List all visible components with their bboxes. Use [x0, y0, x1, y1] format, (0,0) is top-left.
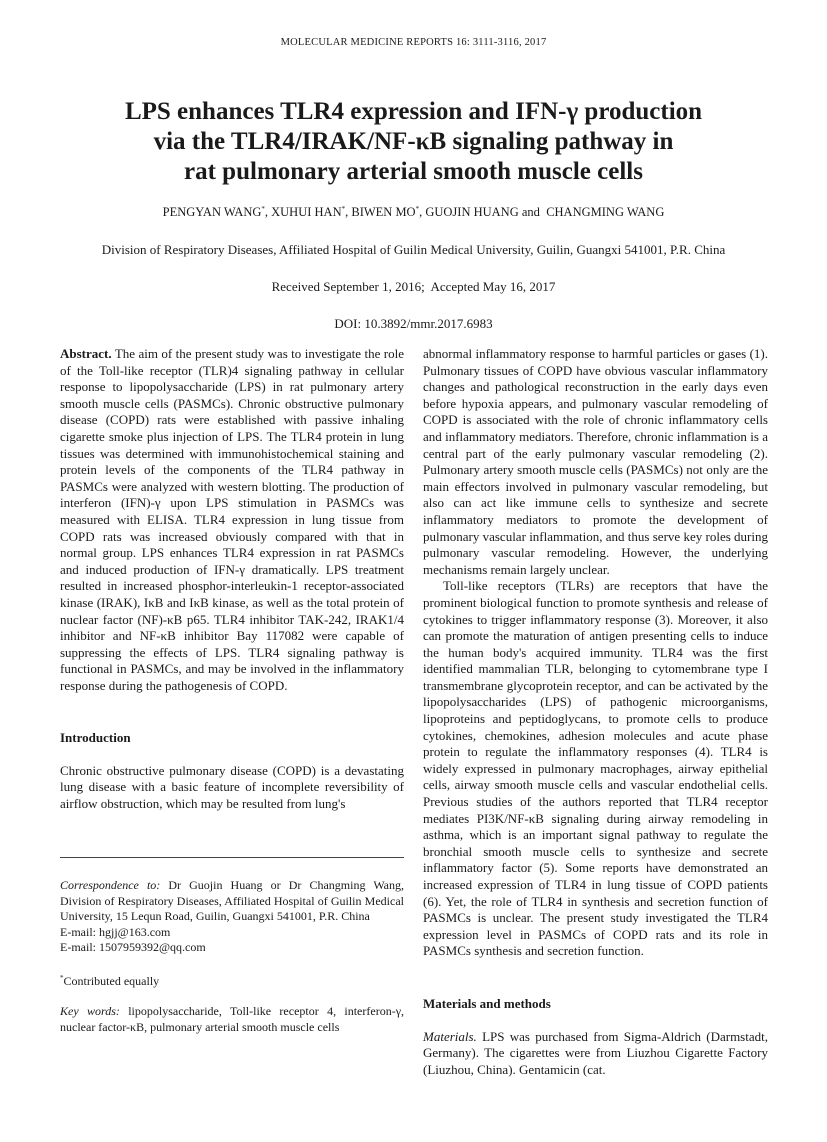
- author-name: PENGYAN WANG: [162, 205, 262, 220]
- author-name: XUHUI HAN: [271, 205, 342, 220]
- author-separator: ,: [264, 205, 272, 220]
- keywords-text: lipopolysaccharide, Toll-like receptor 4, interferon-γ, nuclear factor-κB, pulmonary arterial smooth muscle cells: [60, 1004, 404, 1034]
- title-line: via the TLR4/IRAK/NF-κB signaling pathway in: [153, 128, 674, 155]
- methods-section: [423, 996, 768, 1078]
- email[interactable]: E-mail: 1507959392@qq.com: [60, 940, 206, 954]
- author-list: [0, 205, 827, 220]
- email[interactable]: E-mail: hgjj@163.com: [60, 924, 171, 939]
- introduction-paragraph: Chronic obstructive pulmonary disease (COPD) is a devastating lung disease with a basic feature of incomplete reversibility of airflow obstruction, which may be resulted from lung's: [60, 762, 404, 811]
- keywords-label: Key words:: [60, 1004, 120, 1018]
- introduction-paragraph: abnormal inflammatory response to harmful particles or gases (1). Pulmonary tissues of COPD have obvious vascular inflammatory changes and pathological reconstruction in the early days even before hypoxia appears, and pulmonary vascular remodeling of COPD is associated with the role of chronic inflammatory cells and inflammatory mediators. Therefore, chronic inflammation is a central part of the early pulmonary vascular remodeling (2). Pulmonary artery smooth muscle cells (PASMCs) not only are the main effectors involved in pulmonary vascular remodeling, but also can act like immune cells to synthesize and secrete inflammatory mediators to promote the development of pulmonary vascular inflammation, and thus serve key roles during pulmonary vascular remodeling. However, the underlying mechanisms remain largely unclear.: [423, 346, 768, 577]
- author-name: GUOJIN HUANG: [425, 205, 519, 220]
- introduction-heading: Introduction: [60, 730, 131, 745]
- correspondence-footnote: [60, 878, 404, 1035]
- title-line: rat pulmonary arterial smooth muscle cells: [184, 158, 643, 185]
- author-mark: *: [341, 205, 346, 213]
- introduction-continued: [423, 346, 768, 960]
- received-accepted-dates: Received September 1, 2016; Accepted May 16, 2017: [271, 279, 556, 294]
- author-separator: ,: [419, 205, 426, 220]
- abstract-text: The aim of the present study was to investigate the role of the Toll-like receptor (TLR)4 signaling pathway in cellular response to lipopolysaccharide (LPS) in rat pulmonary artery smooth muscle cells (PASMCs). Chronic obstructive pulmonary disease (COPD) rats were established with passive inhaling cigarette smoke plus injection of LPS. The TLR4 protein in lung tissues was determined with immunohistochemical staining and protein levels of the components of the TLR4 pathway in PASMCs were analyzed with western blotting. The production of interferon (IFN)-γ upon LPS stimulation in PASMCs was measured with ELISA. TLR4 expression in lung tissue from COPD rats was increased obviously compared with that in normal group. LPS enhances TLR4 expression in rat PASMCs and induced production of IFN-γ dramatically. LPS treatment resulted in increased phosphor-interleukin-1 receptor-associated kinase (IRAK), IκB and IκB kinase, as well as the total protein of nuclear factor (NF)-κB p65. TLR4 inhibitor TAK-242, IRAK1/4 inhibitor and NF-κB inhibitor Bay 117082 were capable of suppressing the effects of LPS. TLR4 signaling pathway is functional in PASMCs, and may be involved in the inflammatory response during the pathogenesis of COPD.: [60, 346, 404, 693]
- contributed-mark: *: [60, 973, 64, 982]
- contributed-equally-note: Contributed equally: [63, 973, 160, 988]
- doi[interactable]: DOI: 10.3892/mmr.2017.6983: [334, 316, 493, 331]
- title-line: LPS enhances TLR4 expression and IFN-γ production: [124, 98, 703, 125]
- author-name: CHANGMING WANG: [546, 205, 665, 220]
- author-separator: ,: [345, 205, 352, 220]
- correspondence-text: Dr Guojin Huang or Dr Changming Wang, Division of Respiratory Diseases, Affiliated Hospital of Guilin Medical University, 15 Lequn Road, Guilin, Guangxi 541001, P.R. China: [60, 878, 405, 923]
- introduction-paragraph: Toll-like receptors (TLRs) are receptors that have the prominent biological function to promote synthesis and release of cytokines to trigger inflammatory response (3). Moreover, it also can promote the maturation of antigen presenting cells to induce the human body's acquired immunity. TLR4 was the first identified mammalian TLR, belonging to cytomembrane type I transmembrane glycoprotein receptor, and can be activated by the lipopolysaccharides (LPS) of pathogenic microorganisms, lipoproteins and peptidoglycans, to promote cells to produce cytokines, chemokines, adhesion molecules and acute phase protein to regulate the inflammatory responses (4). TLR4 is widely expressed in pulmonary macrophages, airway epithelial cells, airway smooth muscle cells and vascular endothelial cells. Previous studies of the authors reported that TLR4 receptor mediates PI3K/NF-κB signaling during airway remodeling in asthma, which is an important signal pathway to regulate the bronchial smooth muscle cells to synthesize and secrete inflammatory factor (5). Some reports have demonstrated an increased expression of TLR4 in lung tissue of COPD patients (6). Yet, the role of TLR4 in synthesis and secretion function of PASMCs is unclear. The present study investigated the TLR4 expression level in PASMCs of COPD rats and its role in PASMCs synthesis and secretion function.: [423, 578, 768, 959]
- abstract: [60, 346, 404, 694]
- author-separator: and: [518, 205, 544, 220]
- article-title: [0, 97, 827, 187]
- footnote-divider: [60, 857, 404, 858]
- materials-text: LPS was purchased from Sigma-Aldrich (Darmstadt, Germany). The cigarettes were from Liuzhou Cigarette Factory (Liuzhou, China). Gentamicin (cat.: [423, 1028, 768, 1077]
- running-header: MOLECULAR MEDICINE REPORTS 16: 3111-3116, 2017: [280, 37, 547, 48]
- materials-subheading: Materials.: [423, 1028, 477, 1044]
- author-mark: *: [415, 205, 420, 213]
- introduction-section: [60, 730, 404, 812]
- correspondence-label: Correspondence to:: [60, 878, 161, 892]
- abstract-label: Abstract.: [60, 346, 112, 361]
- methods-heading: Materials and methods: [423, 996, 551, 1011]
- author-name: BIWEN MO: [351, 205, 416, 220]
- affiliation: Division of Respiratory Diseases, Affiliated Hospital of Guilin Medical University, Guilin, Guangxi 541001, P.R. China: [101, 242, 726, 257]
- author-mark: *: [261, 205, 265, 213]
